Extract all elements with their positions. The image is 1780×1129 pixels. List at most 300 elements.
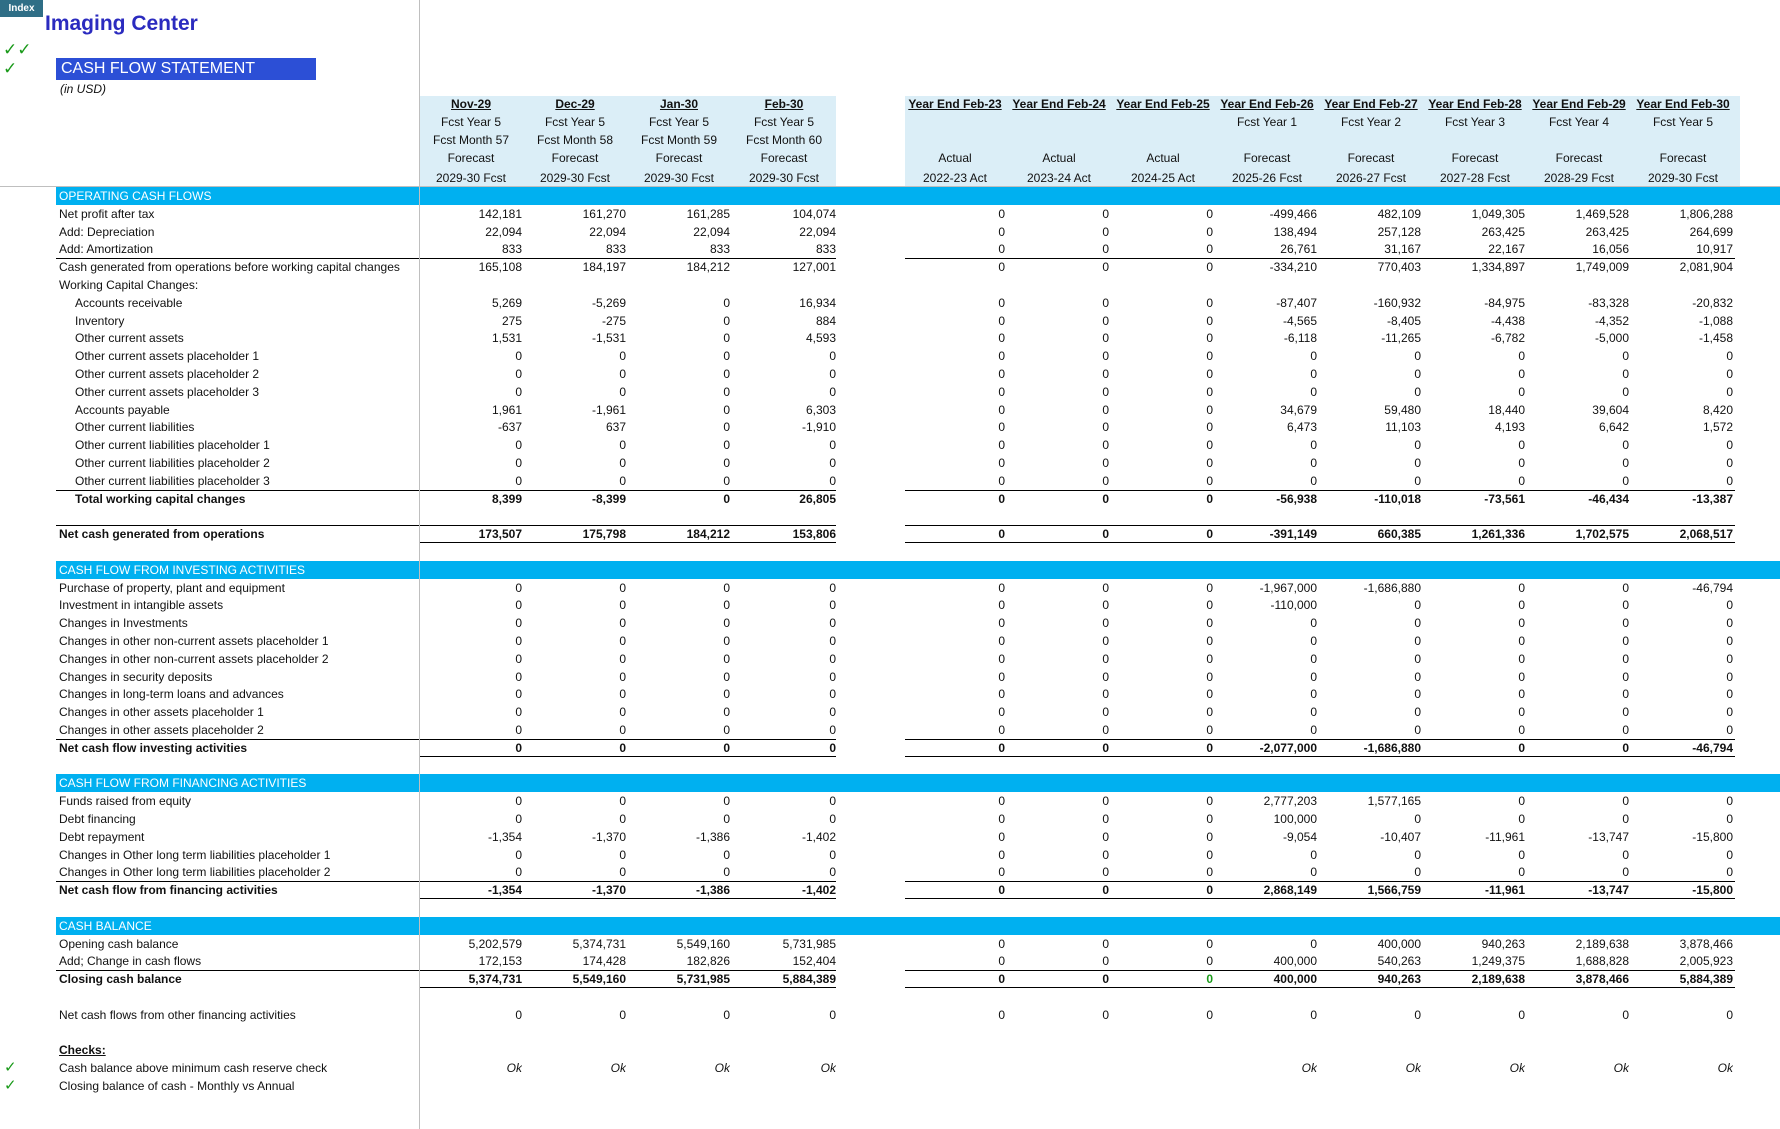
value-cell: 0: [1622, 474, 1629, 488]
value-cell: 0: [1414, 598, 1421, 612]
value-cell: 0: [998, 937, 1005, 951]
value-cell: 0: [1726, 723, 1733, 737]
value-cell: 0: [515, 616, 522, 630]
value-cell: 0: [998, 954, 1005, 968]
row-label: Changes in other assets placeholder 1: [59, 705, 264, 719]
value-cell: 0: [1518, 687, 1525, 701]
row-label: Other current assets: [75, 331, 184, 345]
check-icon: ✓: [4, 1059, 17, 1076]
value-cell: 257,128: [1377, 225, 1421, 239]
value-cell: 0: [1414, 670, 1421, 684]
value-cell: 0: [998, 972, 1005, 986]
value-cell: 0: [1102, 242, 1109, 256]
total-line: [56, 739, 420, 740]
value-cell: 0: [1622, 812, 1629, 826]
value-cell: -46,434: [1588, 492, 1629, 506]
table-row: [0, 596, 1780, 614]
value-cell: -110,000: [1270, 598, 1317, 612]
table-row: [0, 579, 1780, 597]
value-cell: 0: [1726, 670, 1733, 684]
value-cell: 0: [1622, 794, 1629, 808]
value-cell: 0: [1102, 331, 1109, 345]
table-row: [0, 472, 1780, 490]
value-cell: -5,269: [591, 296, 626, 310]
value-cell: 0: [829, 812, 836, 826]
table-row: [0, 223, 1780, 241]
value-cell: 5,202,579: [468, 937, 522, 951]
value-cell: 0: [1206, 331, 1213, 345]
value-cell: 0: [998, 385, 1005, 399]
value-cell: 161,270: [582, 207, 626, 221]
value-cell: 0: [1102, 616, 1109, 630]
blank-row: [0, 543, 1780, 561]
value-cell: 0: [1102, 741, 1109, 755]
value-cell: 0: [1206, 634, 1213, 648]
value-cell: 0: [619, 794, 626, 808]
value-cell: 26,805: [799, 492, 836, 506]
header-cell: Fcst Year 5: [753, 115, 815, 129]
total-line: [56, 525, 420, 526]
frozen-pane-divider: [419, 0, 420, 1129]
value-cell: -1,402: [801, 830, 836, 844]
value-cell: -1,686,880: [1363, 741, 1421, 755]
row-label: Accounts payable: [75, 403, 170, 417]
value-cell: -637: [497, 420, 522, 434]
value-cell: 1,749,009: [1575, 260, 1629, 274]
header-cell: 2022-23 Act: [922, 171, 988, 185]
value-cell: 138,494: [1273, 225, 1317, 239]
value-cell: 0: [1726, 865, 1733, 879]
value-cell: 0: [1518, 670, 1525, 684]
value-cell: 400,000: [1273, 954, 1317, 968]
value-cell: 0: [619, 812, 626, 826]
value-cell: 0: [515, 581, 522, 595]
header-cell: Year End Feb-25: [1116, 97, 1210, 111]
value-cell: -2,077,000: [1259, 741, 1317, 755]
value-cell: 0: [515, 652, 522, 666]
check-icon: ✓✓: [3, 40, 32, 59]
row-label: Net cash flow investing activities: [59, 741, 248, 755]
value-cell: Ok: [820, 1061, 836, 1075]
value-cell: 0: [998, 331, 1005, 345]
value-cell: 34,679: [1280, 403, 1317, 417]
header-cell: [1113, 131, 1213, 149]
value-cell: 1,566,759: [1367, 883, 1421, 897]
header-cell: [905, 113, 1005, 131]
value-cell: 0: [998, 207, 1005, 221]
value-cell: -11,265: [1381, 331, 1421, 345]
header-cell: Forecast: [1451, 151, 1499, 165]
index-tab[interactable]: Index: [0, 0, 43, 17]
value-cell: 0: [829, 848, 836, 862]
value-cell: 0: [1206, 652, 1213, 666]
value-cell: 0: [1206, 242, 1213, 256]
header-cell: Fcst Year 3: [1444, 115, 1506, 129]
value-cell: 0: [723, 296, 730, 310]
value-cell: 0: [1518, 598, 1525, 612]
value-cell: 0: [998, 848, 1005, 862]
value-cell: 0: [723, 1008, 730, 1022]
section-label: CASH BALANCE: [59, 919, 152, 933]
value-cell: 0: [1726, 848, 1733, 862]
value-cell: 0: [723, 349, 730, 363]
row-label: Other current liabilities placeholder 1: [75, 438, 270, 452]
value-cell: 0: [829, 670, 836, 684]
value-cell: 0: [1102, 794, 1109, 808]
value-cell: 0: [1206, 687, 1213, 701]
value-cell: Ok: [1509, 1061, 1525, 1075]
value-cell: 0: [1622, 687, 1629, 701]
value-cell: 0: [515, 812, 522, 826]
header-cell: Year End Feb-23: [908, 97, 1002, 111]
value-cell: 22,094: [589, 225, 626, 239]
value-cell: 0: [1518, 794, 1525, 808]
header-cell: 2023-24 Act: [1026, 171, 1092, 185]
value-cell: 0: [1414, 705, 1421, 719]
value-cell: 0: [1206, 598, 1213, 612]
value-cell: 0: [515, 848, 522, 862]
value-cell: 16,934: [799, 296, 836, 310]
value-cell: 2,005,923: [1679, 954, 1733, 968]
company-title: Imaging Center: [45, 12, 198, 35]
value-cell: 0: [1310, 456, 1317, 470]
value-cell: 0: [1102, 260, 1109, 274]
value-cell: 0: [1310, 723, 1317, 737]
value-cell: 0: [1206, 705, 1213, 719]
table-row: [0, 881, 1780, 899]
value-cell: 0: [829, 349, 836, 363]
value-cell: 0: [1206, 937, 1213, 951]
value-cell: -15,800: [1692, 830, 1733, 844]
value-cell: 0: [515, 741, 522, 755]
value-cell: 59,480: [1384, 403, 1421, 417]
value-cell: 0: [1414, 474, 1421, 488]
table-row: [0, 365, 1780, 383]
value-cell: 0: [829, 741, 836, 755]
header-cell: Fcst Year 5: [1652, 115, 1714, 129]
value-cell: 0: [1310, 616, 1317, 630]
section-label: OPERATING CASH FLOWS: [59, 189, 212, 203]
header-cell: [1009, 113, 1109, 131]
value-cell: 0: [829, 705, 836, 719]
value-cell: 0: [1414, 616, 1421, 630]
value-cell: 833: [605, 242, 626, 256]
header-cell: Forecast: [655, 151, 703, 165]
value-cell: 0: [619, 367, 626, 381]
header-cell: [1113, 113, 1213, 131]
row-label: Changes in security deposits: [59, 670, 213, 684]
value-cell: 0: [619, 705, 626, 719]
row-label: Changes in other non-current assets placeholder 1: [59, 634, 329, 648]
total-line: [56, 258, 420, 259]
value-cell: 0: [1622, 1008, 1629, 1022]
header-cell: Fcst Year 5: [648, 115, 710, 129]
value-cell: 0: [1206, 438, 1213, 452]
blank-row: [0, 988, 1780, 1006]
table-row: [0, 952, 1780, 970]
value-cell: 0: [1622, 456, 1629, 470]
value-cell: 1,577,165: [1367, 794, 1421, 808]
value-cell: 400,000: [1273, 972, 1317, 986]
header-cell: Fcst Year 1: [1236, 115, 1298, 129]
value-cell: 0: [1310, 1008, 1317, 1022]
value-cell: 0: [1726, 794, 1733, 808]
table-row: [0, 739, 1780, 757]
value-cell: 0: [1206, 349, 1213, 363]
row-label: Add: Amortization: [59, 242, 154, 256]
value-cell: 142,181: [478, 207, 522, 221]
value-cell: 0: [723, 456, 730, 470]
header-cell: 2029-30 Fcst: [539, 171, 611, 185]
value-cell: 0: [1102, 207, 1109, 221]
value-cell: 0: [1102, 883, 1109, 897]
header-cell: Actual: [1042, 151, 1076, 165]
value-cell: 0: [998, 242, 1005, 256]
value-cell: 0: [619, 634, 626, 648]
table-row: [0, 347, 1780, 365]
value-cell: 5,731,985: [782, 937, 836, 951]
value-cell: 0: [1102, 705, 1109, 719]
section-label: CASH FLOW FROM INVESTING ACTIVITIES: [59, 563, 306, 577]
check-icon: ✓: [3, 59, 18, 78]
value-cell: 0: [1518, 652, 1525, 666]
value-cell: 0: [829, 616, 836, 630]
header-cell: Year End Feb-30: [1636, 97, 1730, 111]
value-cell: 2,081,904: [1679, 260, 1733, 274]
header-cell: 2028-29 Fcst: [1543, 171, 1615, 185]
table-row: [0, 418, 1780, 436]
value-cell: 175,798: [582, 527, 626, 541]
header-cell: 2026-27 Fcst: [1335, 171, 1407, 185]
header-cell: [1425, 131, 1525, 149]
value-cell: 39,604: [1592, 403, 1629, 417]
section-header: [0, 917, 1780, 935]
value-cell: 0: [998, 260, 1005, 274]
table-row: [0, 1059, 1780, 1077]
value-cell: 0: [1414, 848, 1421, 862]
value-cell: -46,794: [1692, 581, 1733, 595]
value-cell: 940,263: [1481, 937, 1525, 951]
value-cell: 0: [515, 385, 522, 399]
value-cell: -499,466: [1269, 207, 1317, 221]
value-cell: 0: [998, 403, 1005, 417]
value-cell: 0: [1518, 634, 1525, 648]
header-cell: 2025-26 Fcst: [1231, 171, 1303, 185]
value-cell: 5,884,389: [782, 972, 836, 986]
header-cell: Dec-29: [555, 97, 595, 111]
value-cell: Ok: [1301, 1061, 1317, 1075]
value-cell: 0: [1102, 527, 1109, 541]
value-cell: -84,975: [1484, 296, 1525, 310]
header-cell: Fcst Year 2: [1340, 115, 1402, 129]
header-cell: Fcst Month 60: [745, 133, 823, 147]
value-cell: 0: [1206, 1008, 1213, 1022]
value-cell: -110,018: [1374, 492, 1421, 506]
value-cell: 0: [1206, 207, 1213, 221]
table-row: [0, 240, 1780, 258]
value-cell: 0: [515, 474, 522, 488]
value-cell: 0: [1102, 670, 1109, 684]
value-cell: 1,334,897: [1471, 260, 1525, 274]
value-cell: 3,878,466: [1575, 972, 1629, 986]
value-cell: 0: [1102, 865, 1109, 879]
value-cell: 0: [998, 598, 1005, 612]
value-cell: 0: [998, 723, 1005, 737]
value-cell: 0: [1622, 865, 1629, 879]
value-cell: 5,269: [491, 296, 522, 310]
value-cell: 0: [998, 794, 1005, 808]
value-cell: 0: [1414, 367, 1421, 381]
header-cell: Actual: [938, 151, 972, 165]
table-row: [0, 1006, 1780, 1024]
value-cell: 0: [1102, 492, 1109, 506]
row-label: Other current liabilities placeholder 3: [75, 474, 270, 488]
value-cell: 0: [1726, 474, 1733, 488]
value-cell: 0: [1310, 349, 1317, 363]
value-cell: 0: [619, 865, 626, 879]
value-cell: 0: [829, 456, 836, 470]
header-row: [0, 131, 1780, 149]
value-cell: 0: [723, 723, 730, 737]
value-cell: [1009, 1059, 1109, 1077]
value-cell: 0: [1206, 972, 1213, 986]
value-cell: 0: [829, 634, 836, 648]
value-cell: 0: [1622, 652, 1629, 666]
value-cell: 26,761: [1280, 242, 1317, 256]
value-cell: 0: [619, 385, 626, 399]
check-icon: ✓: [4, 1077, 17, 1094]
value-cell: 153,806: [792, 527, 836, 541]
value-cell: -8,399: [591, 492, 626, 506]
value-cell: 0: [1622, 598, 1629, 612]
value-cell: 0: [1102, 954, 1109, 968]
value-cell: 0: [998, 349, 1005, 363]
header-cell: Fcst Year 4: [1548, 115, 1610, 129]
value-cell: 0: [1622, 349, 1629, 363]
frozen-row-divider: [0, 186, 1780, 187]
value-cell: 0: [723, 581, 730, 595]
value-cell: -15,800: [1692, 883, 1733, 897]
value-cell: -1,088: [1698, 314, 1733, 328]
value-cell: 0: [1102, 972, 1109, 986]
value-cell: -11,961: [1485, 830, 1525, 844]
table-row: [0, 383, 1780, 401]
value-cell: 0: [829, 581, 836, 595]
value-cell: 0: [1206, 474, 1213, 488]
value-cell: 10,917: [1696, 242, 1733, 256]
row-label: Purchase of property, plant and equipment: [59, 581, 285, 595]
value-cell: 0: [723, 331, 730, 345]
value-cell: 184,212: [686, 260, 730, 274]
value-cell: 5,549,160: [572, 972, 626, 986]
header-cell: Forecast: [1347, 151, 1395, 165]
row-label: Net profit after tax: [59, 207, 155, 221]
value-cell: 0: [998, 830, 1005, 844]
value-cell: 0: [1102, 937, 1109, 951]
value-cell: 0: [1102, 474, 1109, 488]
value-cell: 0: [829, 1008, 836, 1022]
row-label: Add: Depreciation: [59, 225, 155, 239]
table-row: [0, 703, 1780, 721]
value-cell: 0: [1414, 687, 1421, 701]
value-cell: 0: [1622, 367, 1629, 381]
value-cell: 0: [1622, 723, 1629, 737]
value-cell: -13,747: [1588, 830, 1629, 844]
value-cell: 0: [515, 794, 522, 808]
value-cell: 0: [1414, 1008, 1421, 1022]
value-cell: 0: [1102, 456, 1109, 470]
value-cell: 0: [1414, 438, 1421, 452]
currency-note: (in USD): [60, 82, 107, 96]
header-cell: Fcst Month 57: [432, 133, 510, 147]
value-cell: 0: [1726, 616, 1733, 630]
value-cell: 0: [1206, 527, 1213, 541]
value-cell: 0: [1726, 1008, 1733, 1022]
value-cell: 0: [723, 865, 730, 879]
value-cell: 0: [829, 723, 836, 737]
value-cell: 0: [1414, 634, 1421, 648]
value-cell: 0: [1622, 438, 1629, 452]
value-cell: 22,167: [1488, 242, 1525, 256]
value-cell: -1,354: [487, 883, 522, 897]
value-cell: 0: [619, 456, 626, 470]
value-cell: 1,702,575: [1575, 527, 1629, 541]
value-cell: 4,193: [1494, 420, 1525, 434]
value-cell: 0: [619, 438, 626, 452]
value-cell: 0: [1206, 954, 1213, 968]
value-cell: 0: [1206, 883, 1213, 897]
value-cell: Ok: [506, 1061, 522, 1075]
header-row: [0, 95, 1780, 113]
value-cell: 0: [723, 705, 730, 719]
value-cell: 0: [1102, 420, 1109, 434]
value-cell: 0: [515, 865, 522, 879]
value-cell: -1,370: [591, 830, 626, 844]
value-cell: 0: [998, 705, 1005, 719]
value-cell: 0: [619, 349, 626, 363]
value-cell: 0: [515, 723, 522, 737]
value-cell: 275: [501, 314, 522, 328]
value-cell: 264,699: [1689, 225, 1733, 239]
header-cell: Forecast: [447, 151, 495, 165]
value-cell: 0: [1102, 723, 1109, 737]
table-row: [0, 454, 1780, 472]
blank-row: [0, 1024, 1780, 1042]
value-cell: 0: [1622, 848, 1629, 862]
table-row: [0, 935, 1780, 953]
header-cell: Feb-30: [764, 97, 804, 111]
value-cell: 0: [1414, 385, 1421, 399]
value-cell: 0: [1206, 456, 1213, 470]
value-cell: Ok: [714, 1061, 730, 1075]
value-cell: -20,832: [1692, 296, 1733, 310]
header-cell: Forecast: [760, 151, 808, 165]
header-cell: Year End Feb-27: [1324, 97, 1418, 111]
value-cell: 165,108: [478, 260, 522, 274]
header-cell: [1633, 131, 1733, 149]
value-cell: 0: [1414, 349, 1421, 363]
header-cell: [1009, 131, 1109, 149]
table-row: [0, 525, 1780, 543]
value-cell: -1,370: [591, 883, 626, 897]
value-cell: 0: [1310, 865, 1317, 879]
row-label: Inventory: [75, 314, 125, 328]
value-cell: 1,261,336: [1471, 527, 1525, 541]
value-cell: 0: [1414, 723, 1421, 737]
value-cell: 0: [998, 687, 1005, 701]
value-cell: 0: [619, 474, 626, 488]
section-header: [0, 774, 1780, 792]
